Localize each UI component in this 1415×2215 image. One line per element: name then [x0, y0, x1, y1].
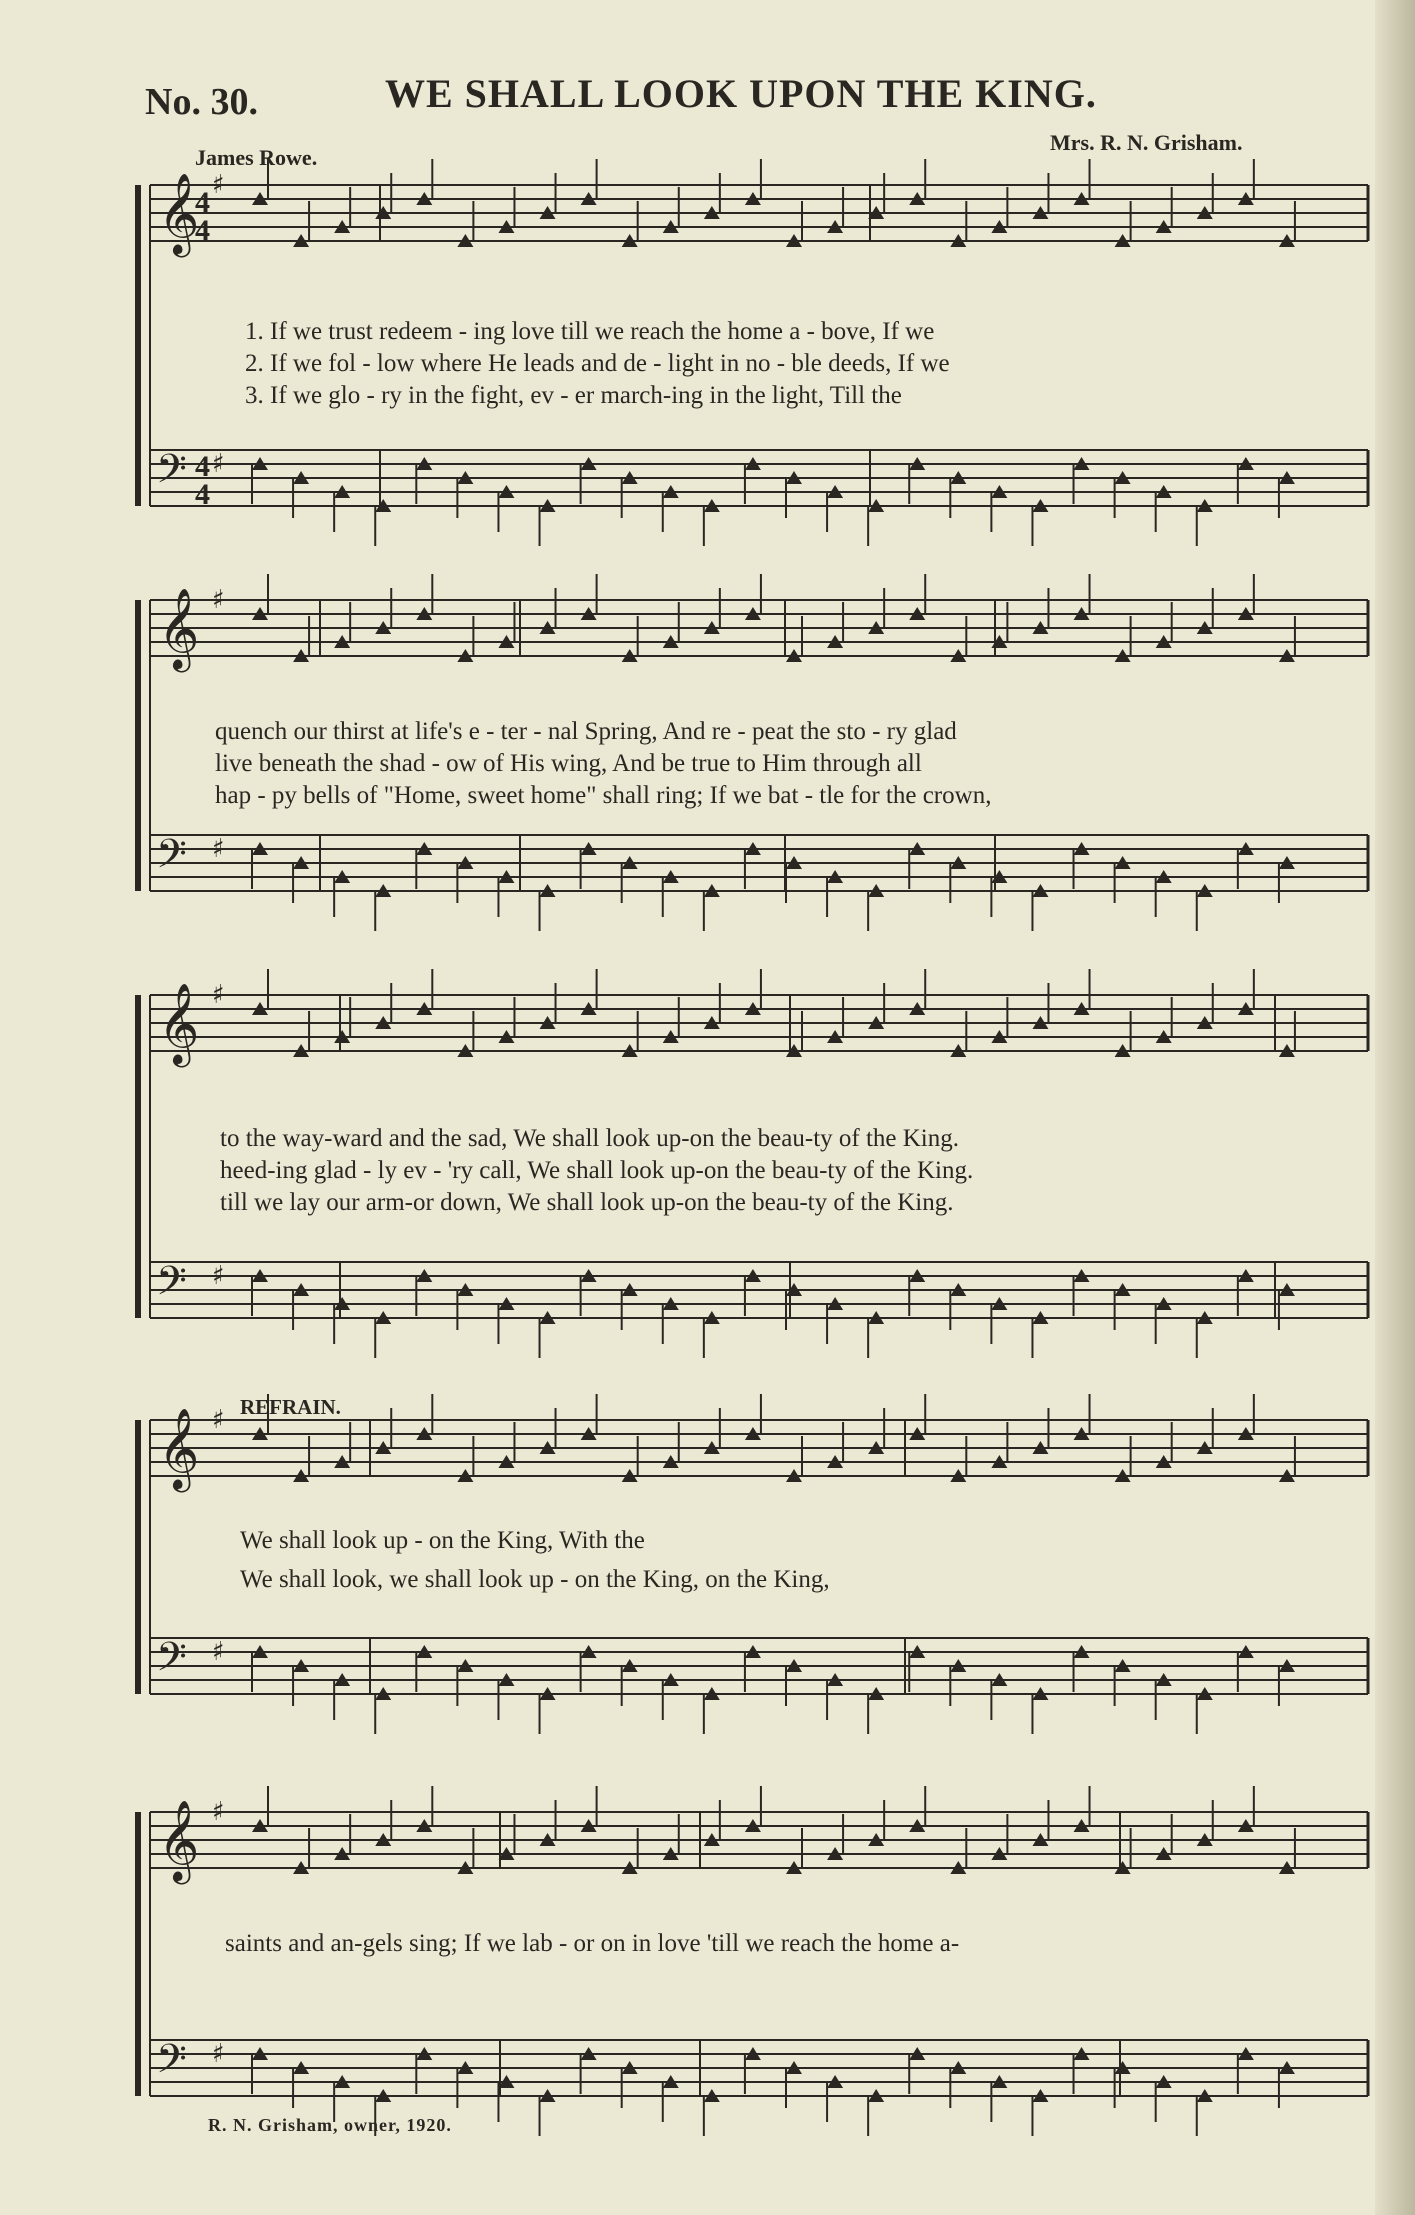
bass-clef-icon: 𝄢: [156, 446, 187, 502]
lyric-line: to the way-ward and the sad, We shall look up-on the beau-ty of the King.: [220, 1125, 960, 1152]
bass-clef-icon: 𝄢: [156, 831, 187, 887]
sharp-key-signature-icon: ♯: [212, 1405, 225, 1435]
sharp-key-signature-icon: ♯: [212, 2039, 225, 2069]
treble-clef-icon: 𝄞: [158, 1407, 200, 1489]
lyric-line: We shall look up - on the King, With the: [240, 1527, 645, 1554]
sharp-key-signature-icon: ♯: [212, 1637, 225, 1667]
lyric-line: We shall look, we shall look up - on the King, on the King,: [240, 1566, 830, 1593]
lyric-line: hap - py bells of "Home, sweet home" shall ring; If we bat - tle for the crown,: [215, 782, 992, 809]
sharp-key-signature-icon: ♯: [212, 1797, 225, 1827]
sharp-key-signature-icon: ♯: [212, 834, 225, 864]
time-signature-top: 4: [195, 186, 210, 219]
sharp-key-signature-icon: ♯: [212, 585, 225, 615]
refrain-label: REFRAIN.: [240, 1395, 341, 1419]
treble-clef-icon: 𝄞: [158, 982, 200, 1064]
lyric-line: till we lay our arm-or down, We shall look up-on the beau-ty of the King.: [220, 1189, 954, 1216]
bass-clef-icon: 𝄢: [156, 1634, 187, 1690]
time-signature-bottom: 4: [195, 478, 210, 511]
treble-clef-icon: 𝄞: [158, 1799, 200, 1881]
copyright-notice: R. N. Grisham, owner, 1920.: [208, 2115, 452, 2135]
time-signature-top: 4: [195, 450, 210, 483]
lyric-line: live beneath the shad - ow of His wing, And be true to Him through all: [215, 750, 922, 777]
lyric-line: saints and an-gels sing; If we lab - or on in love 'till we reach the home a-: [225, 1930, 960, 1957]
lyric-line: 2. If we fol - low where He leads and de - light in no - ble deeds, If we: [245, 350, 950, 377]
composer-credit: Mrs. R. N. Grisham.: [1050, 130, 1243, 155]
bass-clef-icon: 𝄢: [156, 2036, 187, 2092]
sharp-key-signature-icon: ♯: [212, 170, 225, 200]
lyric-line: 1. If we trust redeem - ing love till we reach the home a - bove, If we: [245, 318, 935, 345]
sharp-key-signature-icon: ♯: [212, 980, 225, 1010]
hymn-title: WE SHALL LOOK UPON THE KING.: [385, 71, 1097, 116]
lyric-line: 3. If we glo - ry in the fight, ev - er march-ing in the light, Till the: [245, 382, 902, 409]
time-signature-bottom: 4: [195, 214, 210, 247]
treble-clef-icon: 𝄞: [158, 172, 200, 254]
lyric-line: quench our thirst at life's e - ter - nal Spring, And re - peat the sto - ry glad: [215, 718, 957, 745]
lyricist-credit: James Rowe.: [195, 145, 318, 170]
bass-clef-icon: 𝄢: [156, 1258, 187, 1314]
treble-clef-icon: 𝄞: [158, 587, 200, 669]
sharp-key-signature-icon: ♯: [212, 449, 225, 479]
hymn-number: No. 30.: [145, 81, 258, 123]
sharp-key-signature-icon: ♯: [212, 1261, 225, 1291]
lyric-line: heed-ing glad - ly ev - 'ry call, We shall look up-on the beau-ty of the King.: [220, 1157, 974, 1184]
